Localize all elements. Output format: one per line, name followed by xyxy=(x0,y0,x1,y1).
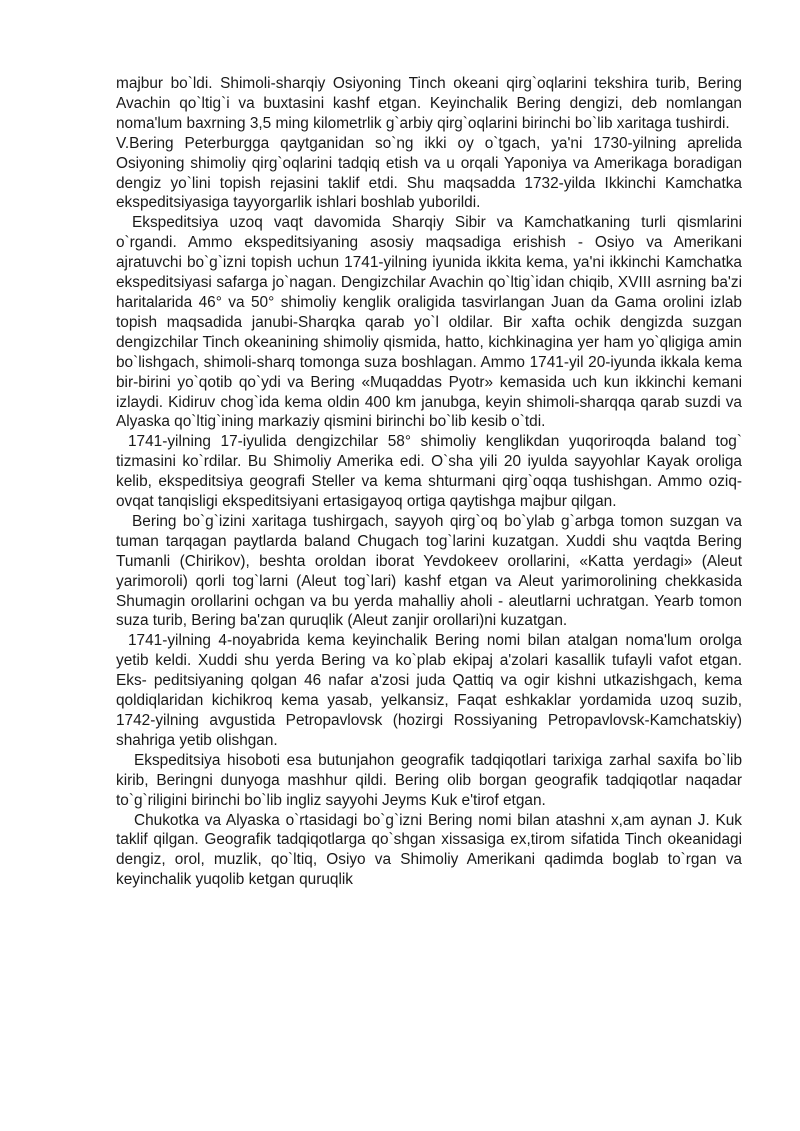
paragraph-1: majbur bo`ldi. Shimoli-sharqiy Osiyoning Tinch okeani qirg`oqlarini tekshira turib, Bering Avachin qo`ltig`i va buxtasini kashf etgan. Keyinchalik Bering dengizi, deb nomlangan noma'lum baxrning 3,5 ming kilometrlik g`arbiy qirg`oqlarini birinchi bo`lib xaritaga tushirdi. xyxy=(116,75,742,132)
paragraph-2: V.Bering Peterburgga qaytganidan so`ng ikki oy o`tgach, ya'ni 1730-yilning aprelida Osiyoning shimoliy qirg`oqlarini tadqiq etish va u orqali Yaponiya va Amerikaga boradigan dengiz yo`lini topish rejasini taklif etdi. Shu maqsadda 1732-yilda Ikkinchi Kamchatka ekspeditsiyasiga tayyorgarlik ishlari boshlab yuborildi. xyxy=(116,134,742,212)
paragraph-3: Ekspeditsiya uzoq vaqt davomida Sharqiy Sibir va Kamchatkaning turli qismlarini o`rgandi. Ammo ekspeditsiyaning asosiy maqsadiga erishish - Osiyo va Amerikani ajratuvchi bo`g`izni topish uchun 1741-yilning iyunida ikkita kema, ya'ni ikkinchi Kamchatka ekspeditsiyasi safarga jo`nagan. Dengizchilar Avachin qo`ltig`idan chiqib, XVIII asrning ba'zi haritalarida 46° va 50° shimoliy kenglik oraligida tasvirlangan Juan da Gama orolini izlab topish maqsadida janubi-Sharqka qarab yo`l oldilar. Bir xafta ochik dengizda suzgan dengizchilar Tinch okeanining shimoliy qismida, hatto, kichkinagina yer ham yo`qligiga amin bo`lishgach, shimoli-sharq tomonga suza boshlagan. Ammo 1741-yil 20-iyunda ikkala kema bir-birini yo`qotib qo`ydi va Bering «Muqaddas Pyotr» kemasida uch kun ikkinchi kemani izlaydi. Kidiruv chog`ida kema oldin 400 km janubga, keyin shimoli-sharqqa qarab suzdi va Alyaska qo`ltig`ining markaziy qismini birinchi bo`lib kesib o`tdi. xyxy=(116,214,742,431)
paragraph-8: Chukotka va Alyaska o`rtasidagi bo`g`izni Bering nomi bilan atashni x,am aynan J. Kuk taklif qilgan. Geografik tadqiqotlarga qo`shgan xissasiga ex,tirom sifatida Tinch okeanidagi dengiz, orol, muzlik, qo`ltiq, Osiyo va Shimoliy Amerikani qadimda boglab to`rgan va keyinchalik yuqolib ketgan quruqlik xyxy=(116,811,742,889)
paragraph-6: 1741-yilning 4-noyabrida kema keyinchalik Bering nomi bilan atalgan noma'lum orolga yetib keldi. Xuddi shu yerda Bering va ko`plab ekipaj a'zolari kasallik tufayli vafot etgan. Eks- peditsiyaning qolgan 46 nafar a'zosi juda Qattiq va ogir kishni utkazishgach, kema qoldiqlaridan kichikroq kema yasab, yelkansiz, Faqat eshkaklar yordamida uzoq suzib, 1742-yilning avgustida Petropavlovsk (hozirgi Rossiyaning Petropavlovsk-Kamchatskiy) shahriga yetib olishgan. xyxy=(116,632,742,749)
paragraph-4: 1741-yilning 17-iyulida dengizchilar 58° shimoliy kenglikdan yuqoriroqda baland tog` tizmasini ko`rdilar. Bu Shimoliy Amerika edi. O`sha yili 20 iyulda sayyohlar Kayak oroliga kelib, ekspeditsiya geografi Steller va kema shturmani qirg`oqqa tushishgan. Ammo oziq-ovqat tanqisligi ekspeditsiyani ertasigayoq ortiga qaytishga majbur qilgan. xyxy=(116,433,742,511)
paragraph-5: Bering bo`g`izini xaritaga tushirgach, sayyoh qirg`oq bo`ylab g`arbga tomon suzgan va tuman tarqagan paytlarda baland Chugach tog`larini kuzatgan. Xuddi shu vaqtda Bering Tumanli (Chirikov), beshta oroldan iborat Yevdokeev orollarini, «Katta yerdagi» (Aleut yarimoroli) qorli tog`larni (Aleut tog`lari) kashf etgan va Aleut yarimorolining chekkasida Shumagin orollarini ochgan va bu yerda mahalliy aholi - aleutlarni uchratgan. Yearb tomon suza turib, Bering ba'zan quruqlik (Aleut zanjir orollari)ni kuzatgan. xyxy=(116,512,742,630)
paragraph-7: Ekspeditsiya hisoboti esa butunjahon geografik tadqiqotlari tarixiga zarhal saxifa bo`lib kirib, Beringni dunyoga mashhur qildi. Bering olib borgan geografik tadqiqotlar naqadar to`g`riligini birinchi bo`lib ingliz sayyohi Jeyms Kuk e'tirof etgan. xyxy=(116,751,742,809)
document-page xyxy=(116,74,742,890)
